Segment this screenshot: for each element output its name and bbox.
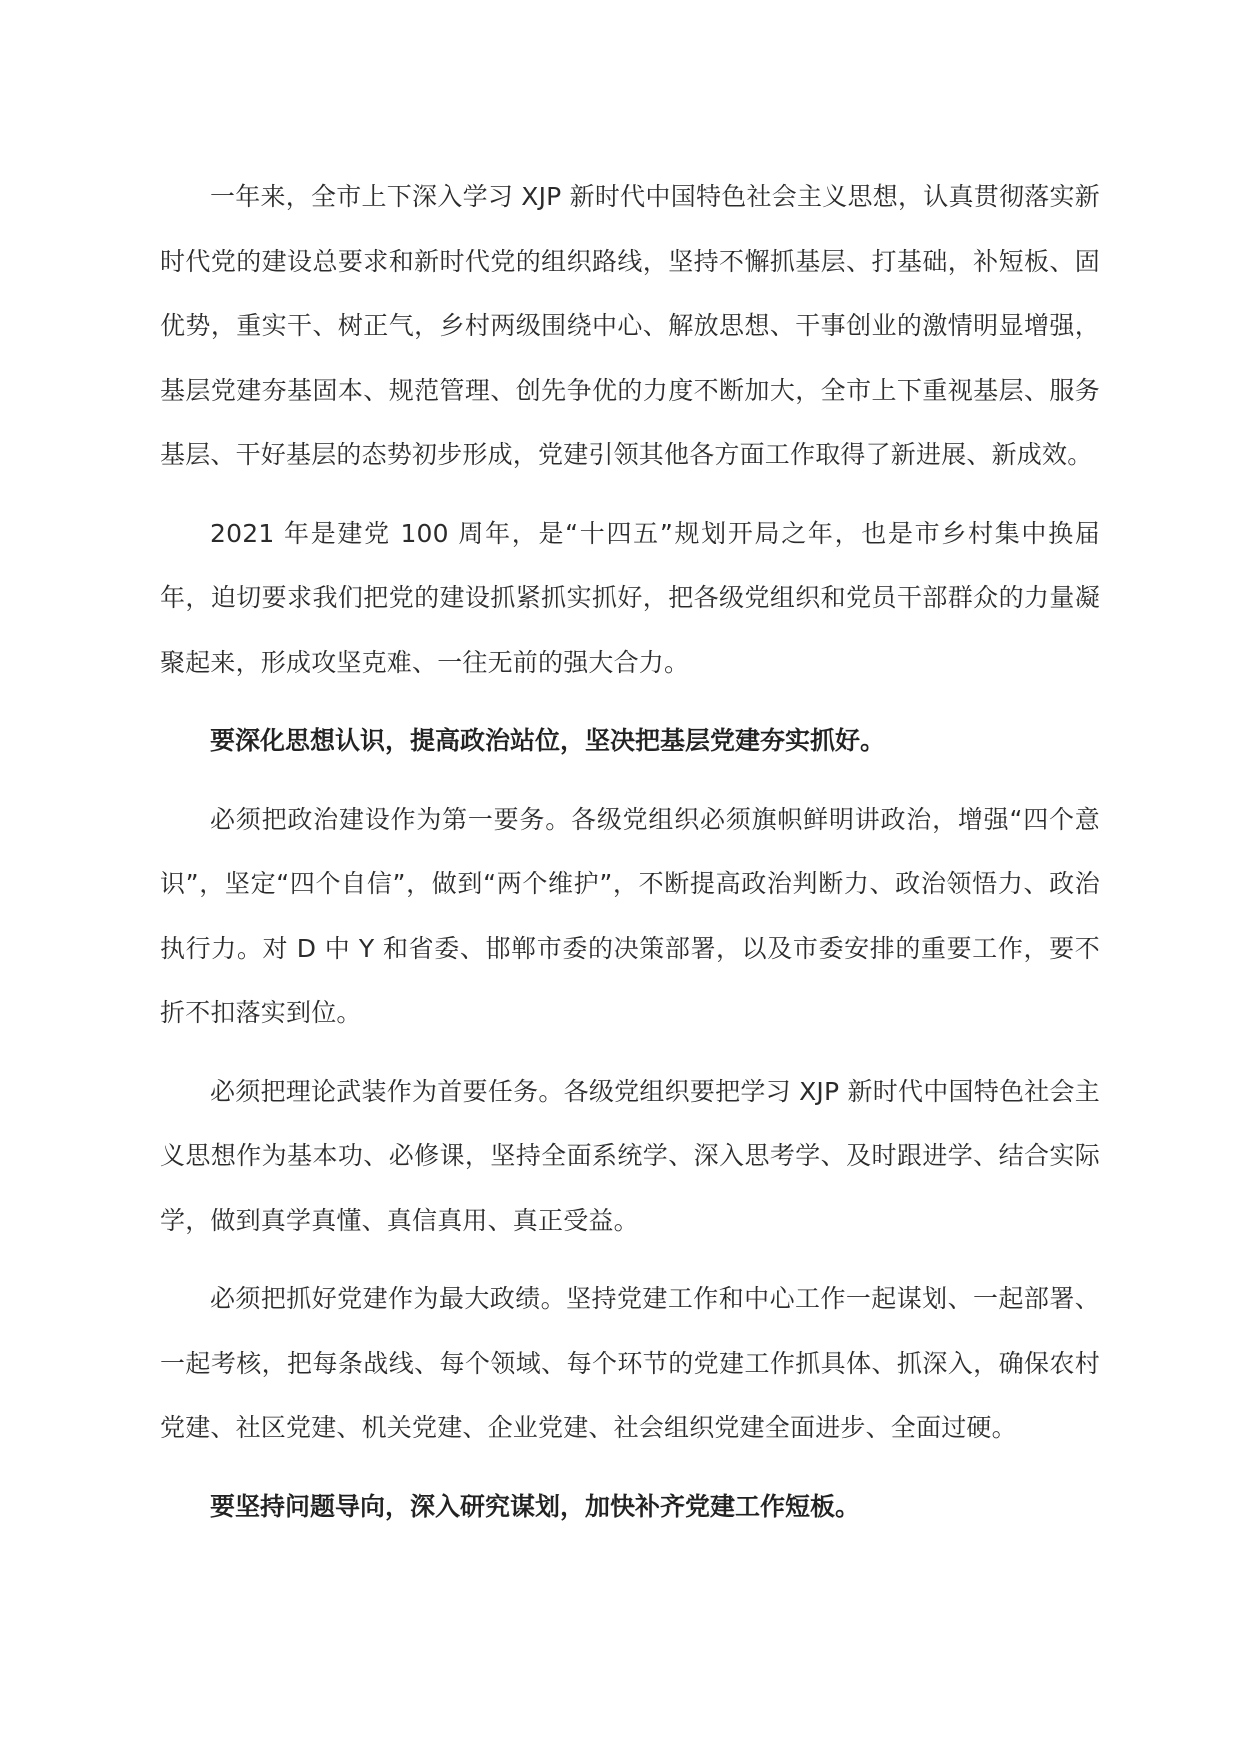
paragraph-political-construction: 必须把政治建设作为第一要务。各级党组织必须旗帜鲜明讲政治，增强“四个意识”，坚定“四个自信”，做到“两个维护”，不断提高政治判断力、政治领悟力、政治执行力。对 D 中 Y 和省委、邯郸市委的决策部署，以及市委安排的重要工作，要不折不扣落实到位。 <box>160 804 1100 1027</box>
paragraph-annual-review: 一年来，全市上下深入学习 XJP 新时代中国特色社会主义思想，认真贯彻落实新时代党的建设总要求和新时代党的组织路线，坚持不懈抓基层、打基础，补短板、固优势，重实干、树正气，乡村两级围绕中心、解放思想、干事创业的激情明显增强，基层党建夯基固本、规范管理、创先争优的力度不断加大，全市上下重视基层、服务基层、干好基层的态势初步形成，党建引领其他各方面工作取得了新进展、新成效。 <box>160 182 1100 469</box>
section-heading-problem-orientation: 要坚持问题导向，深入研究谋划，加快补齐党建工作短板。 <box>210 1491 861 1521</box>
paragraph-party-building-priority: 必须把抓好党建作为最大政绩。坚持党建工作和中心工作一起谋划、一起部署、一起考核，把每条战线、每个领域、每个环节的党建工作抓具体、抓深入，确保农村党建、社区党建、机关党建、企业党建、社会组织党建全面进步、全面过硬。 <box>160 1284 1100 1442</box>
document-body <box>160 165 1100 1553</box>
section-heading-political-position: 要深化思想认识，提高政治站位，坚决把基层党建夯实抓好。 <box>210 726 886 755</box>
paragraph-2021-overview: 2021 年是建党 100 周年，是“十四五”规划开局之年，也是市乡村集中换届年，迫切要求我们把党的建设抓紧抓实抓好，把各级党组织和党员干部群众的力量凝聚起来，形成攻坚克难、一往无前的强大合力。 <box>160 518 1100 677</box>
paragraph-theory-arming: 必须把理论武装作为首要任务。各级党组织要把学习 XJP 新时代中国特色社会主义思想作为基本功、必修课，坚持全面系统学、深入思考学、及时跟进学、结合实际学，做到真学真懂、真信真用、真正受益。 <box>160 1076 1100 1235</box>
